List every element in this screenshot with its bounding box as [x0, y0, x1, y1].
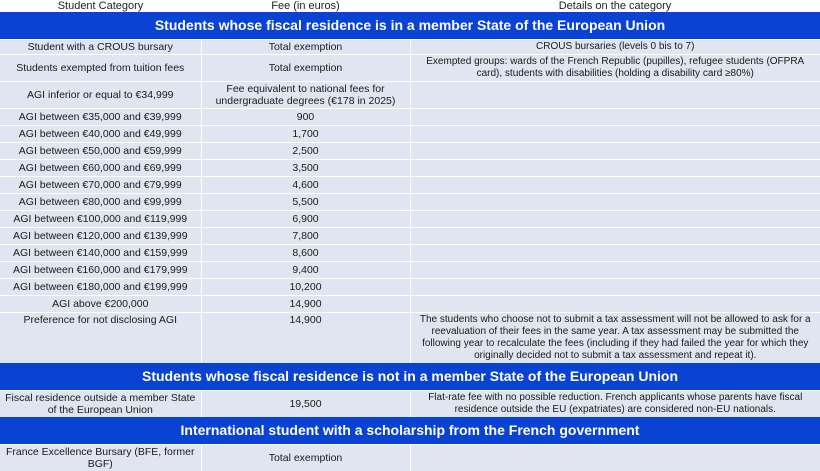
table-row: [0, 211, 820, 228]
category-cell: AGI between €70,000 and €79,999: [0, 177, 201, 194]
fee-cell: 6,900: [201, 211, 410, 228]
details-cell: [410, 245, 820, 262]
table-row: [0, 160, 820, 177]
section-header-scholarship: [0, 417, 820, 445]
fee-cell: 8,600: [201, 245, 410, 262]
category-cell: France Excellence Bursary (BFE, former BGF): [0, 445, 201, 471]
fee-cell: Total exemption: [201, 445, 410, 471]
details-cell: [410, 211, 820, 228]
section-title: International student with a scholarship from the French government: [0, 417, 820, 445]
category-cell: AGI between €35,000 and €39,999: [0, 109, 201, 126]
table-row: [0, 296, 820, 313]
fee-cell: 7,800: [201, 228, 410, 245]
table-row: [0, 228, 820, 245]
table-row: [0, 177, 820, 194]
details-cell: [410, 228, 820, 245]
details-cell: Flat-rate fee with no possible reduction. French applicants whose parents have fiscal residence outside the EU (expatriates) are considered non-EU nationals.: [410, 391, 820, 418]
table-row: [0, 245, 820, 262]
details-cell: [410, 126, 820, 143]
table-row: [0, 279, 820, 296]
category-cell: AGI between €160,000 and €179,999: [0, 262, 201, 279]
category-cell: AGI between €140,000 and €159,999: [0, 245, 201, 262]
category-cell: AGI inferior or equal to €34,999: [0, 82, 201, 109]
category-cell: Students exempted from tuition fees: [0, 55, 201, 82]
header-row: [0, 0, 820, 12]
details-cell: [410, 279, 820, 296]
fee-cell: 3,500: [201, 160, 410, 177]
fee-cell: Fee equivalent to national fees for undergraduate degrees (€178 in 2025): [201, 82, 410, 109]
category-cell: Preference for not disclosing AGI: [0, 313, 201, 364]
table-row: [0, 194, 820, 211]
table-row: [0, 391, 820, 418]
details-cell: Exempted groups: wards of the French Republic (pupilles), refugee students (OFPRA card), students with disabilities (holding a disability card ≥80%): [410, 55, 820, 82]
fee-cell: 14,900: [201, 313, 410, 364]
details-cell: [410, 82, 820, 109]
details-cell: [410, 177, 820, 194]
section-title: Students whose fiscal residence is not in a member State of the European Union: [0, 363, 820, 391]
details-cell: [410, 445, 820, 471]
table-row: [0, 40, 820, 55]
header-details: Details on the category: [410, 0, 820, 12]
table-row: [0, 445, 820, 471]
details-cell: [410, 109, 820, 126]
category-cell: AGI above €200,000: [0, 296, 201, 313]
table-row: [0, 55, 820, 82]
category-cell: AGI between €60,000 and €69,999: [0, 160, 201, 177]
category-cell: AGI between €50,000 and €59,999: [0, 143, 201, 160]
details-cell: [410, 296, 820, 313]
details-cell: [410, 262, 820, 279]
table-row: [0, 82, 820, 109]
category-cell: Student with a CROUS bursary: [0, 40, 201, 55]
details-cell: [410, 160, 820, 177]
category-cell: Fiscal residence outside a member State of the European Union: [0, 391, 201, 418]
fee-cell: 19,500: [201, 391, 410, 418]
fee-cell: Total exemption: [201, 55, 410, 82]
table-row: [0, 313, 820, 364]
category-cell: AGI between €80,000 and €99,999: [0, 194, 201, 211]
details-cell: [410, 194, 820, 211]
fee-cell: 1,700: [201, 126, 410, 143]
table-row: [0, 126, 820, 143]
category-cell: AGI between €120,000 and €139,999: [0, 228, 201, 245]
category-cell: AGI between €180,000 and €199,999: [0, 279, 201, 296]
details-cell: The students who choose not to submit a tax assessment will not be allowed to ask for a reevaluation of their fees in the same year. A tax assessment may be submitted the following year to recalculate the fees (including if they had failed the year for which they originally decided not to submit a tax assessment and repeat it).: [410, 313, 820, 364]
fee-cell: 2,500: [201, 143, 410, 160]
fee-cell: 14,900: [201, 296, 410, 313]
section-header-eu: [0, 12, 820, 40]
header-fee: Fee (in euros): [201, 0, 410, 12]
fee-cell: 5,500: [201, 194, 410, 211]
section-header-non-eu: [0, 363, 820, 391]
category-cell: AGI between €100,000 and €119,999: [0, 211, 201, 228]
table-row: [0, 109, 820, 126]
fee-cell: 4,600: [201, 177, 410, 194]
fee-cell: 900: [201, 109, 410, 126]
fee-cell: 9,400: [201, 262, 410, 279]
header-student-category: Student Category: [0, 0, 201, 12]
details-cell: [410, 143, 820, 160]
table-row: [0, 143, 820, 160]
details-cell: CROUS bursaries (levels 0 bis to 7): [410, 40, 820, 55]
category-cell: AGI between €40,000 and €49,999: [0, 126, 201, 143]
section-title: Students whose fiscal residence is in a member State of the European Union: [0, 12, 820, 40]
table-row: [0, 262, 820, 279]
fee-cell: 10,200: [201, 279, 410, 296]
fee-cell: Total exemption: [201, 40, 410, 55]
